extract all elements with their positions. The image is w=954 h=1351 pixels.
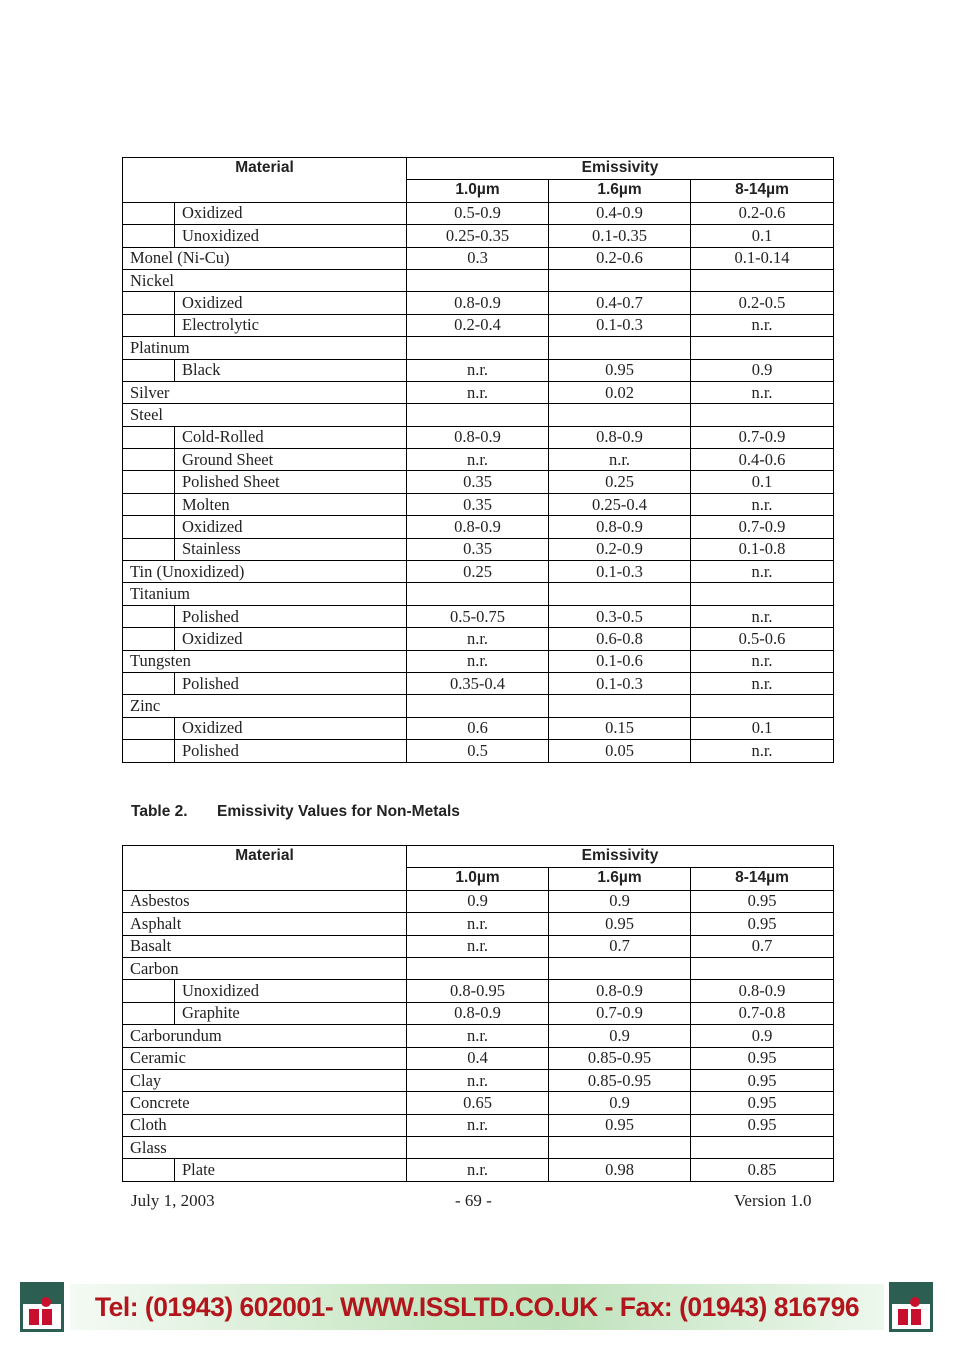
- emissivity-value-2: 0.1-0.3: [549, 314, 691, 336]
- emissivity-value-3: 0.95: [691, 1092, 834, 1114]
- company-logo-icon: [20, 1282, 64, 1332]
- material-name-cell: Ceramic: [123, 1047, 407, 1069]
- indent-cell: [123, 717, 175, 739]
- emissivity-value-3: n.r.: [691, 314, 834, 336]
- table-row: [123, 337, 834, 359]
- emissivity-value-2: [549, 695, 691, 717]
- emissivity-value-2: [549, 1137, 691, 1159]
- table-row: [123, 1092, 834, 1114]
- material-name-cell: Monel (Ni-Cu): [123, 247, 407, 269]
- table-row: [123, 1002, 834, 1024]
- table-row: [123, 1047, 834, 1069]
- table-row: [123, 471, 834, 493]
- indent-cell: [123, 605, 175, 627]
- table-row: [123, 449, 834, 471]
- emissivity-value-3: [691, 583, 834, 605]
- emissivity-value-2: 0.6-0.8: [549, 628, 691, 650]
- material-subtype-cell: Oxidized: [175, 628, 407, 650]
- header-wavelength-2: 1.6µm: [549, 180, 691, 202]
- indent-cell: [123, 359, 175, 381]
- emissivity-value-2: 0.7: [549, 935, 691, 957]
- emissivity-value-2: 0.3-0.5: [549, 605, 691, 627]
- banner-contact-text: Tel: (01943) 602001- WWW.ISSLTD.CO.UK - Fax: (01943) 816796: [94, 1292, 860, 1322]
- emissivity-value-2: 0.9: [549, 890, 691, 912]
- table-row: [123, 740, 834, 762]
- emissivity-value-1: 0.3: [407, 247, 549, 269]
- emissivity-table-metals: [122, 157, 834, 763]
- emissivity-value-1: n.r.: [407, 381, 549, 403]
- material-name-cell: Platinum: [123, 337, 407, 359]
- emissivity-value-3: 0.85: [691, 1159, 834, 1181]
- indent-cell: [123, 672, 175, 694]
- table-row: [123, 717, 834, 739]
- material-subtype-cell: Cold-Rolled: [175, 426, 407, 448]
- emissivity-value-3: 0.95: [691, 1114, 834, 1136]
- table-row: [123, 225, 834, 247]
- indent-cell: [123, 314, 175, 336]
- table-row: [123, 538, 834, 560]
- emissivity-value-3: n.r.: [691, 740, 834, 762]
- footer-version: Version 1.0: [734, 1191, 812, 1210]
- table-row: [123, 426, 834, 448]
- header-emissivity: Emissivity: [407, 158, 834, 180]
- emissivity-value-1: n.r.: [407, 935, 549, 957]
- emissivity-value-2: 0.25-0.4: [549, 493, 691, 515]
- header-wavelength-3: 8-14µm: [691, 180, 834, 202]
- emissivity-value-2: 0.85-0.95: [549, 1069, 691, 1091]
- material-name-cell: Steel: [123, 404, 407, 426]
- indent-cell: [123, 980, 175, 1002]
- emissivity-value-2: 0.1-0.35: [549, 225, 691, 247]
- emissivity-value-1: n.r.: [407, 1114, 549, 1136]
- table-row: [123, 1114, 834, 1136]
- material-name-cell: Basalt: [123, 935, 407, 957]
- emissivity-value-2: 0.1-0.3: [549, 561, 691, 583]
- emissivity-value-2: 0.15: [549, 717, 691, 739]
- table-row: [123, 292, 834, 314]
- emissivity-value-3: 0.95: [691, 913, 834, 935]
- emissivity-value-1: 0.2-0.4: [407, 314, 549, 336]
- indent-cell: [123, 628, 175, 650]
- table-row: [123, 695, 834, 717]
- table-row: [123, 381, 834, 403]
- emissivity-value-3: [691, 269, 834, 291]
- emissivity-value-3: 0.2-0.6: [691, 202, 834, 224]
- table-row: [123, 202, 834, 224]
- table-row: [123, 561, 834, 583]
- emissivity-value-2: [549, 269, 691, 291]
- emissivity-value-2: 0.2-0.6: [549, 247, 691, 269]
- material-subtype-cell: Polished: [175, 740, 407, 762]
- emissivity-value-1: [407, 957, 549, 979]
- material-subtype-cell: Polished Sheet: [175, 471, 407, 493]
- material-subtype-cell: Stainless: [175, 538, 407, 560]
- indent-cell: [123, 202, 175, 224]
- emissivity-value-1: 0.35-0.4: [407, 672, 549, 694]
- emissivity-value-1: n.r.: [407, 359, 549, 381]
- table-row: [123, 516, 834, 538]
- header-material: Material: [123, 846, 407, 891]
- emissivity-value-2: 0.05: [549, 740, 691, 762]
- table-row: [123, 628, 834, 650]
- emissivity-value-1: 0.8-0.95: [407, 980, 549, 1002]
- material-subtype-cell: Polished: [175, 672, 407, 694]
- emissivity-value-2: 0.2-0.9: [549, 538, 691, 560]
- material-name-cell: Carbon: [123, 957, 407, 979]
- emissivity-value-2: 0.4-0.7: [549, 292, 691, 314]
- material-subtype-cell: Unoxidized: [175, 225, 407, 247]
- footer-page-number: - 69 -: [455, 1191, 492, 1210]
- header-wavelength-2: 1.6µm: [549, 868, 691, 890]
- material-name-cell: Asbestos: [123, 890, 407, 912]
- emissivity-value-2: 0.25: [549, 471, 691, 493]
- emissivity-value-3: n.r.: [691, 561, 834, 583]
- emissivity-value-3: 0.8-0.9: [691, 980, 834, 1002]
- header-emissivity: Emissivity: [407, 846, 834, 868]
- material-name-cell: Glass: [123, 1137, 407, 1159]
- table-row: [123, 404, 834, 426]
- header-wavelength-1: 1.0µm: [407, 180, 549, 202]
- emissivity-value-3: n.r.: [691, 493, 834, 515]
- emissivity-value-1: 0.5-0.75: [407, 605, 549, 627]
- emissivity-value-3: 0.7-0.8: [691, 1002, 834, 1024]
- indent-cell: [123, 1159, 175, 1181]
- indent-cell: [123, 1002, 175, 1024]
- emissivity-value-2: [549, 404, 691, 426]
- emissivity-value-2: 0.8-0.9: [549, 516, 691, 538]
- emissivity-value-1: 0.35: [407, 493, 549, 515]
- emissivity-value-1: n.r.: [407, 1159, 549, 1181]
- indent-cell: [123, 516, 175, 538]
- emissivity-value-1: 0.8-0.9: [407, 426, 549, 448]
- indent-cell: [123, 538, 175, 560]
- emissivity-value-3: [691, 337, 834, 359]
- emissivity-value-3: n.r.: [691, 605, 834, 627]
- table-row: [123, 1159, 834, 1181]
- emissivity-value-1: 0.25-0.35: [407, 225, 549, 247]
- emissivity-value-1: [407, 269, 549, 291]
- material-name-cell: Nickel: [123, 269, 407, 291]
- emissivity-value-2: [549, 583, 691, 605]
- emissivity-value-2: n.r.: [549, 449, 691, 471]
- emissivity-value-2: 0.02: [549, 381, 691, 403]
- company-logo-icon: [889, 1282, 933, 1332]
- table-row: [123, 269, 834, 291]
- indent-cell: [123, 493, 175, 515]
- material-subtype-cell: Oxidized: [175, 516, 407, 538]
- emissivity-value-1: 0.9: [407, 890, 549, 912]
- table-row: [123, 913, 834, 935]
- emissivity-value-2: 0.95: [549, 1114, 691, 1136]
- table-row: [123, 314, 834, 336]
- emissivity-value-3: [691, 957, 834, 979]
- table-row: [123, 1069, 834, 1091]
- material-name-cell: Tungsten: [123, 650, 407, 672]
- emissivity-value-3: 0.95: [691, 1047, 834, 1069]
- material-subtype-cell: Polished: [175, 605, 407, 627]
- table-row: [123, 359, 834, 381]
- material-name-cell: Clay: [123, 1069, 407, 1091]
- emissivity-value-2: 0.9: [549, 1092, 691, 1114]
- emissivity-value-1: 0.35: [407, 471, 549, 493]
- emissivity-value-3: 0.7: [691, 935, 834, 957]
- table-row: [123, 672, 834, 694]
- indent-cell: [123, 471, 175, 493]
- emissivity-value-3: 0.1: [691, 471, 834, 493]
- material-name-cell: Silver: [123, 381, 407, 403]
- emissivity-value-2: 0.95: [549, 913, 691, 935]
- material-subtype-cell: Graphite: [175, 1002, 407, 1024]
- material-subtype-cell: Molten: [175, 493, 407, 515]
- table-row: [123, 1137, 834, 1159]
- material-name-cell: Asphalt: [123, 913, 407, 935]
- contact-banner: [0, 1278, 954, 1338]
- emissivity-value-1: [407, 695, 549, 717]
- table-row: [123, 1025, 834, 1047]
- material-subtype-cell: Black: [175, 359, 407, 381]
- material-name-cell: Zinc: [123, 695, 407, 717]
- emissivity-value-2: 0.95: [549, 359, 691, 381]
- emissivity-value-3: n.r.: [691, 381, 834, 403]
- emissivity-value-1: n.r.: [407, 1069, 549, 1091]
- emissivity-value-1: n.r.: [407, 650, 549, 672]
- emissivity-value-3: [691, 1137, 834, 1159]
- emissivity-value-3: 0.95: [691, 890, 834, 912]
- material-name-cell: Cloth: [123, 1114, 407, 1136]
- table-row: [123, 650, 834, 672]
- indent-cell: [123, 740, 175, 762]
- table-row: [123, 890, 834, 912]
- emissivity-value-2: 0.7-0.9: [549, 1002, 691, 1024]
- emissivity-value-2: 0.8-0.9: [549, 426, 691, 448]
- emissivity-value-3: n.r.: [691, 672, 834, 694]
- emissivity-value-1: 0.8-0.9: [407, 1002, 549, 1024]
- header-wavelength-3: 8-14µm: [691, 868, 834, 890]
- material-subtype-cell: Unoxidized: [175, 980, 407, 1002]
- emissivity-value-1: 0.5-0.9: [407, 202, 549, 224]
- table-row: [123, 980, 834, 1002]
- emissivity-value-1: [407, 337, 549, 359]
- emissivity-value-1: 0.25: [407, 561, 549, 583]
- emissivity-value-3: [691, 695, 834, 717]
- emissivity-value-2: 0.85-0.95: [549, 1047, 691, 1069]
- material-subtype-cell: Oxidized: [175, 292, 407, 314]
- emissivity-value-3: 0.1-0.8: [691, 538, 834, 560]
- table-caption: [131, 803, 460, 821]
- emissivity-value-3: [691, 404, 834, 426]
- indent-cell: [123, 449, 175, 471]
- emissivity-value-2: 0.1-0.6: [549, 650, 691, 672]
- emissivity-value-2: 0.4-0.9: [549, 202, 691, 224]
- emissivity-value-3: 0.7-0.9: [691, 516, 834, 538]
- emissivity-value-2: [549, 337, 691, 359]
- emissivity-value-1: 0.5: [407, 740, 549, 762]
- table-row: [123, 957, 834, 979]
- material-name-cell: Concrete: [123, 1092, 407, 1114]
- emissivity-value-3: 0.1: [691, 717, 834, 739]
- table-row: [123, 935, 834, 957]
- emissivity-value-1: 0.65: [407, 1092, 549, 1114]
- material-name-cell: Titanium: [123, 583, 407, 605]
- material-subtype-cell: Plate: [175, 1159, 407, 1181]
- emissivity-value-1: n.r.: [407, 628, 549, 650]
- material-name-cell: Carborundum: [123, 1025, 407, 1047]
- emissivity-value-1: n.r.: [407, 913, 549, 935]
- material-subtype-cell: Oxidized: [175, 717, 407, 739]
- emissivity-value-3: 0.2-0.5: [691, 292, 834, 314]
- material-subtype-cell: Electrolytic: [175, 314, 407, 336]
- emissivity-value-2: 0.9: [549, 1025, 691, 1047]
- table-row: [123, 583, 834, 605]
- header-material: Material: [123, 158, 407, 203]
- table-row: [123, 493, 834, 515]
- emissivity-value-2: 0.1-0.3: [549, 672, 691, 694]
- emissivity-value-1: [407, 404, 549, 426]
- header-wavelength-1: 1.0µm: [407, 868, 549, 890]
- footer-date: July 1, 2003: [131, 1191, 215, 1210]
- table-row: [123, 247, 834, 269]
- material-subtype-cell: Oxidized: [175, 202, 407, 224]
- emissivity-value-1: 0.35: [407, 538, 549, 560]
- emissivity-value-1: 0.6: [407, 717, 549, 739]
- emissivity-value-1: [407, 583, 549, 605]
- emissivity-value-3: 0.9: [691, 359, 834, 381]
- emissivity-value-3: 0.4-0.6: [691, 449, 834, 471]
- material-name-cell: Tin (Unoxidized): [123, 561, 407, 583]
- emissivity-value-1: 0.8-0.9: [407, 292, 549, 314]
- material-subtype-cell: Ground Sheet: [175, 449, 407, 471]
- emissivity-value-1: [407, 1137, 549, 1159]
- emissivity-value-1: n.r.: [407, 1025, 549, 1047]
- emissivity-value-3: n.r.: [691, 650, 834, 672]
- emissivity-table-non-metals: [122, 845, 834, 1182]
- emissivity-value-3: 0.1-0.14: [691, 247, 834, 269]
- emissivity-value-3: 0.95: [691, 1069, 834, 1091]
- emissivity-value-1: 0.8-0.9: [407, 516, 549, 538]
- indent-cell: [123, 426, 175, 448]
- emissivity-value-3: 0.5-0.6: [691, 628, 834, 650]
- indent-cell: [123, 225, 175, 247]
- table-caption-title: Emissivity Values for Non-Metals: [217, 803, 460, 820]
- emissivity-value-2: [549, 957, 691, 979]
- indent-cell: [123, 292, 175, 314]
- emissivity-value-2: 0.98: [549, 1159, 691, 1181]
- table-row: [123, 605, 834, 627]
- emissivity-value-2: 0.8-0.9: [549, 980, 691, 1002]
- emissivity-value-3: 0.9: [691, 1025, 834, 1047]
- emissivity-value-3: 0.1: [691, 225, 834, 247]
- table-caption-number: Table 2.: [131, 803, 188, 820]
- emissivity-value-1: 0.4: [407, 1047, 549, 1069]
- emissivity-value-3: 0.7-0.9: [691, 426, 834, 448]
- emissivity-value-1: n.r.: [407, 449, 549, 471]
